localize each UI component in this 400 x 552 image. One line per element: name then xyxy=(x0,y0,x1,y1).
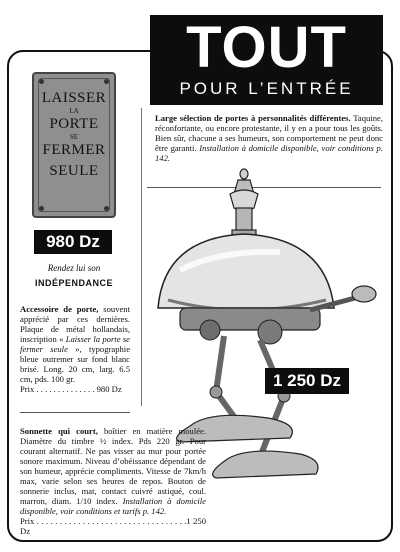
plaque-line: LAISSER xyxy=(41,90,107,106)
plaque-line: SEULE xyxy=(49,163,99,179)
doors-description-lead: Large sélection de portes à personnalités différentes. xyxy=(155,113,351,123)
door-plaque-image xyxy=(32,72,116,218)
bell-description-body: boîtier en matière moulée. Diamètre du timbre ½ index. Pds 220 gr. Pour courant alternatif. Ne pas visser au mur pour portée sonore maximum. Niveau d’obéissance dépendant de son humeur, apprécie compliments. Vitesse de 7km/h max, varie selon ses heures de repos. Bouton de sonnerie inclus, mat, contact cuivré astiqué, coul. marron, diam. 1/10 index. xyxy=(20,426,206,506)
screw-icon xyxy=(39,79,44,84)
plaque-description-body: souvent apprécié par ces dernières. Plaque de métal hollandais, inscription « xyxy=(20,304,130,344)
bell-description-italic: Installation à domicile disponible, voir conditions et tarifs p. 142. xyxy=(20,496,206,516)
plaque-line: PORTE xyxy=(49,116,99,132)
column-divider xyxy=(141,108,142,406)
screw-icon xyxy=(104,79,109,84)
bell-price-line: Prix . . . . . . . . . . . . . . . . . . . . . . . . . . . . . . . . .1 250 Dz xyxy=(20,516,206,536)
screw-icon xyxy=(104,206,109,211)
plaque-price-line: Prix . . . . . . . . . . . . . . 980 Dz xyxy=(20,384,122,394)
doors-description-body: Taquine, réconfortante, ou encore protestante, il y en a pour tous les goûts. Bien sûr, chacune a ses humeurs, son comportement ne peut donc être garanti. xyxy=(155,113,383,153)
bell-description-lead: Sonnette qui court, xyxy=(20,426,98,436)
plaque-description-lead: Accessoire de porte, xyxy=(20,304,99,314)
doors-description-italic: Installation à domicile disponible, voir conditions p. 142. xyxy=(155,143,383,163)
plaque-description-quote: Laisser la porte se fermer seule xyxy=(20,334,130,354)
plaque-caption: Rendez lui son xyxy=(47,263,101,273)
divider xyxy=(20,412,130,413)
screw-icon xyxy=(39,206,44,211)
bell-description xyxy=(20,426,206,536)
title-banner xyxy=(150,15,383,105)
plaque-line: FERMER xyxy=(42,142,106,158)
price-tag-plaque: 980 Dz xyxy=(34,230,112,254)
price-tag-bell: 1 250 Dz xyxy=(265,368,349,394)
plaque-caption-bold: INDÉPENDANCE xyxy=(34,278,113,288)
doors-description xyxy=(155,113,383,163)
plaque-line: LA xyxy=(69,107,79,115)
plaque-line: SE xyxy=(69,133,79,141)
banner-subtitle: POUR L’ENTRÉE xyxy=(179,79,354,98)
plaque-description xyxy=(20,304,130,394)
banner-title: TOUT xyxy=(186,15,347,80)
plaque-description-tail: », typographie bleue outremer sur fond blanc brisé. Long. 20 cm, larg. 6.5 cm, pds. 100 gr. xyxy=(20,344,131,384)
